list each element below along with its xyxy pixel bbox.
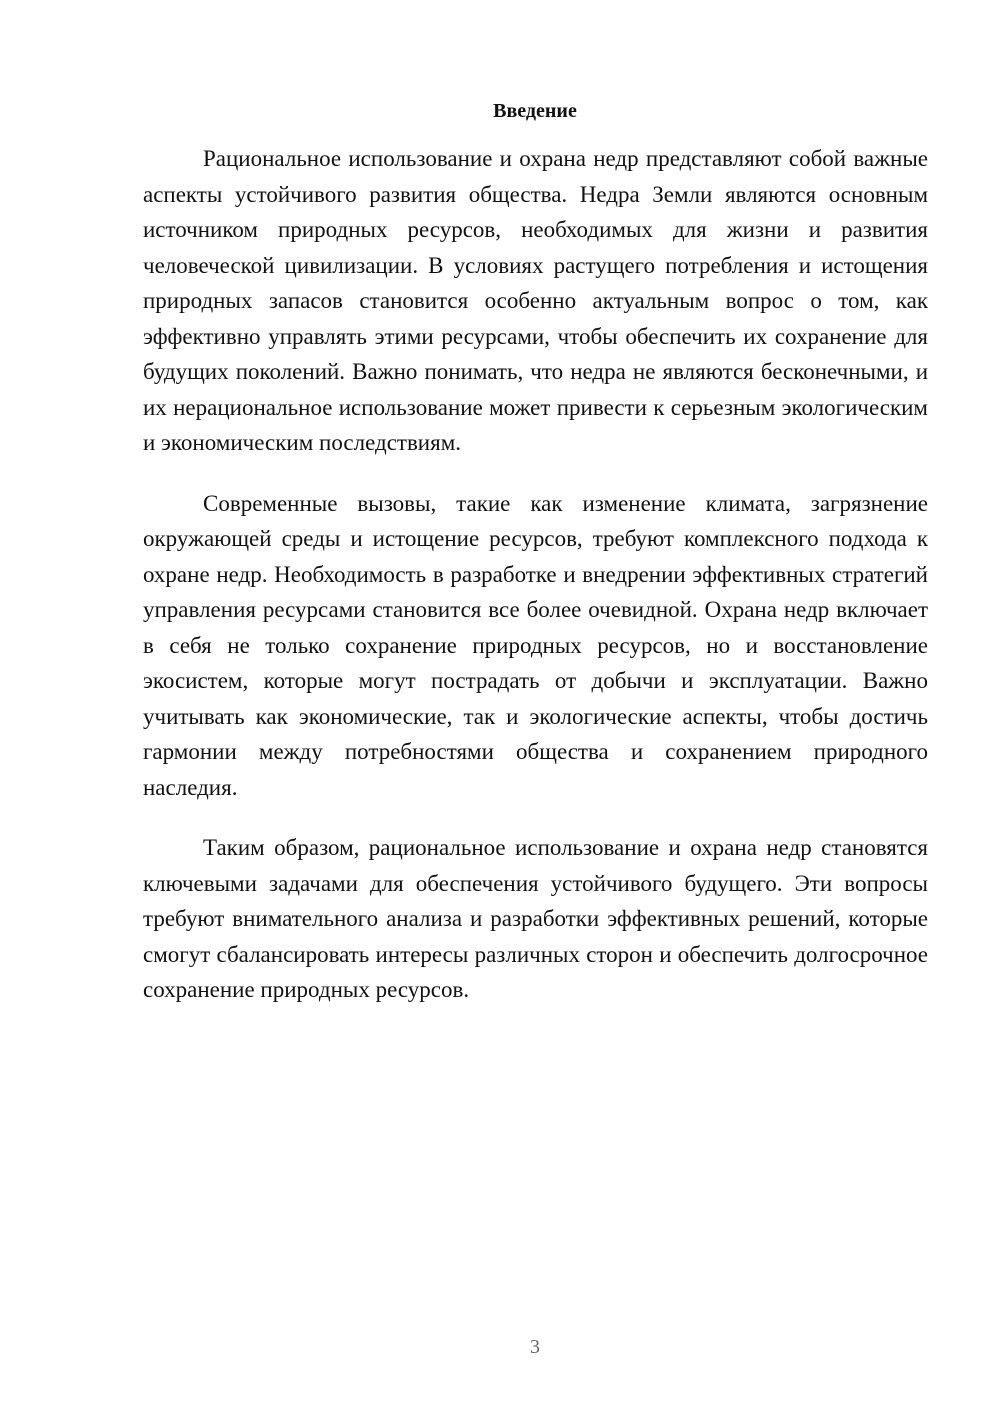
paragraph-2: Современные вызовы, такие как изменение климата, загрязнение окружающей среды и истощение ресурсов, требуют комплексного подхода к охране недр. Необходимость в разработке и внедрении эффективных стратегий управления ресурсами становится все более очевидной. Охрана недр включает в себя не только сохранение природных ресурсов, но и восстановление экосистем, которые могут пострадать от добычи и эксплуатации. Важно учитывать как экономические, так и экологические аспекты, чтобы достичь гармонии между потребностями общества и сохранением природного наследия. bbox=[143, 490, 928, 800]
paragraph-3: Таким образом, рациональное использование и охрана недр становятся ключевыми задачами для обеспечения устойчивого будущего. Эти вопросы требуют внимательного анализа и разработки эффективных решений, которые смогут сбалансировать интересы различных сторон и обеспечить долгосрочное сохранение природных ресурсов. bbox=[143, 835, 928, 1002]
paragraph-1: Рациональное использование и охрана недр представляют собой важные аспекты устойчивого развития общества. Недра Земли являются основным источником природных ресурсов, необходимых для жизни и развития человеческой цивилизации. В условиях растущего потребления и истощения природных запасов становится особенно актуальным вопрос о том, как эффективно управлять этими ресурсами, чтобы обеспечить их сохранение для будущих поколений. Важно понимать, что недра не являются бесконечными, и их нерациональное использование может привести к серьезным экологическим и экономическим последствиям. bbox=[143, 146, 928, 455]
section-heading: Введение bbox=[493, 100, 577, 122]
page-number: 3 bbox=[530, 1336, 540, 1358]
body-text bbox=[143, 141, 928, 1008]
